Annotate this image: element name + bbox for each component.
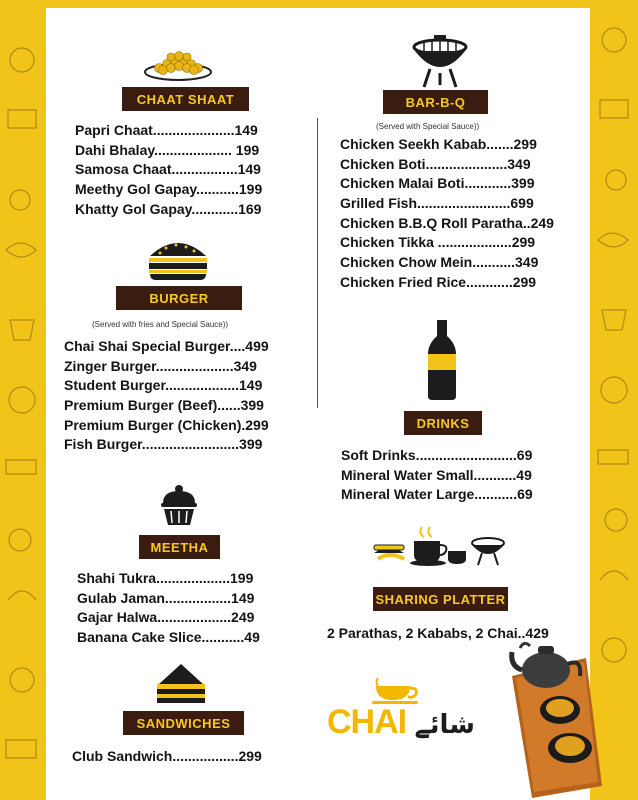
menu-item: Chicken Malai Boti............399 xyxy=(340,175,535,192)
menu-item: Premium Burger (Beef)......399 xyxy=(64,397,264,414)
menu-item: Samosa Chaat.................149 xyxy=(75,161,261,178)
brand-logo xyxy=(327,703,475,742)
menu-item: Soft Drinks..........................69 xyxy=(341,447,533,463)
chickpea-bowl-icon xyxy=(143,48,213,82)
menu-item: Dahi Bhalay.................... 199 xyxy=(75,141,260,158)
chaat-shaat-banner: CHAAT SHAAT xyxy=(122,87,249,111)
menu-item: Chicken Boti.....................349 xyxy=(340,155,531,172)
meetha-list xyxy=(77,569,260,648)
burger-note: (Served with fries and Special Sauce)) xyxy=(92,320,229,329)
burger-icon xyxy=(146,238,210,280)
menu-item: Premium Burger (Chicken).299 xyxy=(64,416,269,433)
menu-item: Student Burger...................149 xyxy=(64,377,263,394)
menu-item: Grilled Fish........................699 xyxy=(340,195,534,212)
barbq-banner: BAR-B-Q xyxy=(383,90,488,114)
menu-item: Club Sandwich.................299 xyxy=(72,748,262,764)
menu-item: Papri Chaat.....................149 xyxy=(75,122,258,138)
barbq-list xyxy=(340,135,554,293)
brand-urdu: شائے xyxy=(414,710,475,740)
menu-item: Fish Burger.........................399 xyxy=(64,436,263,453)
drinks-banner: DRINKS xyxy=(404,411,482,435)
menu-item: Chicken Seekh Kabab.......299 xyxy=(340,136,537,152)
grill-icon xyxy=(412,33,468,89)
barbq-note: (Served with Special Sauce)) xyxy=(376,122,480,131)
drinks-list xyxy=(341,446,533,505)
menu-item: Gajar Halwa...................249 xyxy=(77,609,255,626)
chaat-shaat-list xyxy=(75,121,262,219)
sandwiches-banner: SANDWICHES xyxy=(123,711,244,735)
platter-icon xyxy=(370,523,506,567)
menu-item: Khatty Gol Gapay............169 xyxy=(75,200,262,217)
menu-item: Chai Shai Special Burger....499 xyxy=(64,338,269,354)
sandwich-icon xyxy=(153,662,207,704)
menu-item: Banana Cake Slice...........49 xyxy=(77,629,260,646)
menu-item: Gulab Jaman.................149 xyxy=(77,589,255,606)
menu-item: 2 Parathas, 2 Kababs, 2 Chai..429 xyxy=(327,625,549,641)
menu-item: Chicken Tikka ...................299 xyxy=(340,234,536,251)
menu-item: Mineral Water Small...........49 xyxy=(341,466,532,483)
sandwiches-list xyxy=(72,747,262,767)
menu-item: Mineral Water Large...........69 xyxy=(341,486,533,503)
sharing-platter-banner: SHARING PLATTER xyxy=(373,587,508,611)
teapot-tray-icon xyxy=(508,640,602,798)
cupcake-icon xyxy=(159,483,199,525)
column-divider xyxy=(317,118,318,408)
burger-list xyxy=(64,337,269,455)
menu-item: Chicken Fried Rice............299 xyxy=(340,273,537,290)
bottle-icon xyxy=(428,320,456,400)
menu-item: Zinger Burger....................349 xyxy=(64,357,257,374)
brand-latin: CHAI xyxy=(327,703,407,741)
menu-item: Chicken B.B.Q Roll Paratha..249 xyxy=(340,214,554,231)
burger-banner: BURGER xyxy=(116,286,242,310)
meetha-banner: MEETHA xyxy=(139,535,220,559)
menu-item: Meethy Gol Gapay...........199 xyxy=(75,181,263,198)
menu-item: Chicken Chow Mein...........349 xyxy=(340,254,539,271)
teacup-icon xyxy=(372,674,422,704)
menu-item: Shahi Tukra...................199 xyxy=(77,570,254,586)
